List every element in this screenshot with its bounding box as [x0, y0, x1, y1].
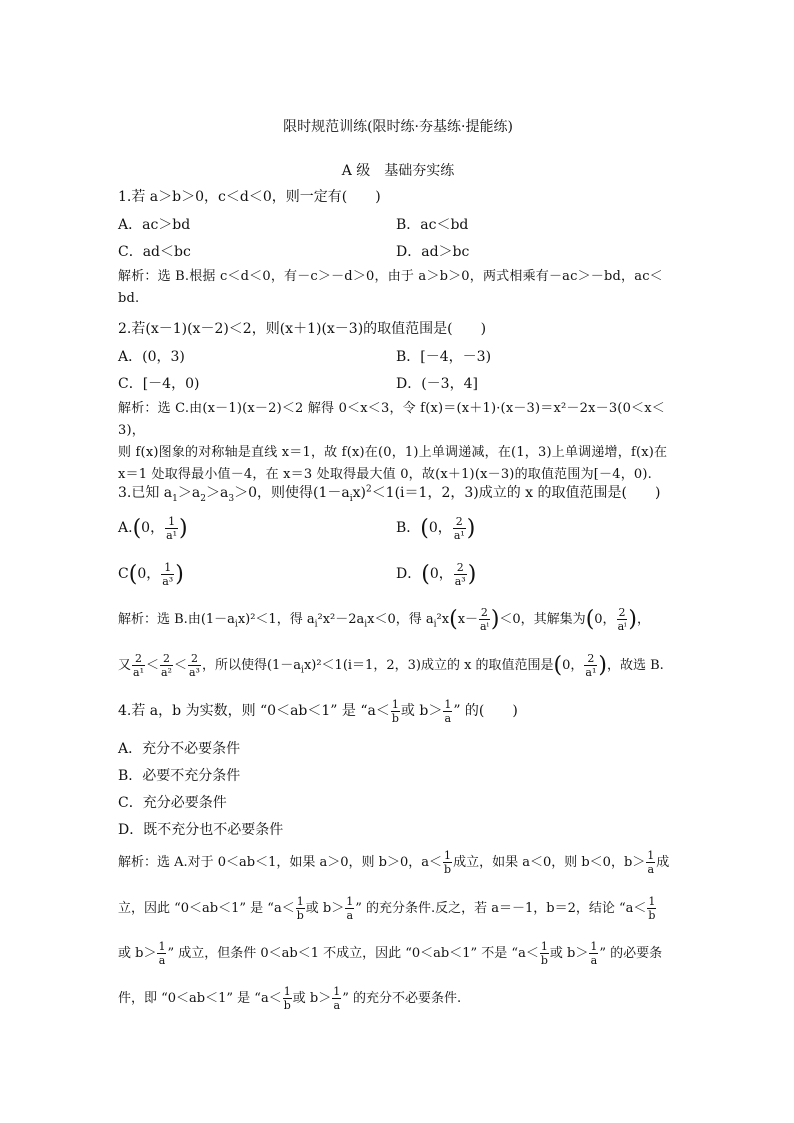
q2-stem: 2.若(x－1)(x－2)＜2，则(x＋1)(x－3)的取值范围是( )	[118, 321, 487, 337]
q1-option-b[interactable]: B．ac＜bd	[396, 217, 469, 233]
q3-option-b[interactable]: B．(0， $\frac{2}{\text{a¹}}$ )	[396, 514, 476, 542]
q2-solution-line: x＝1 处取得最小值－4，在 x＝3 处取得最大值 0，故(x＋1)(x－3)的取值范围为[－4，0).	[118, 467, 652, 482]
q2-solution-line: 解析：选 C.由(x－1)(x－2)＜2 解得 0＜x＜3，令 f(x)＝(x＋1)·(x－3)＝x²－2x－3(0＜x＜3)，	[118, 401, 665, 438]
fraction: $\frac{1}{a}$	[333, 985, 341, 1012]
q3-option-c[interactable]: C(0， $\frac{1}{\text{a³}}$ )	[118, 560, 184, 588]
q2-option-d[interactable]: D．(－3，4]	[396, 376, 478, 392]
fraction: $\frac{2}{\text{aⁱ}}$	[617, 606, 627, 633]
q2-option-a[interactable]: A．(0，3)	[118, 349, 185, 365]
q3-stem: 3.已知 $a_1>a_2>a_3>0$，则使得$(1-a_ix)^2<1(i=1$，2，3)成立的 x 的取值范围是( )	[118, 484, 661, 504]
fraction: $\frac{1}{b}$	[391, 697, 399, 725]
q4-option-c[interactable]: C．充分必要条件	[118, 795, 227, 811]
fraction: $\frac{1}{\text{a³}}$	[162, 560, 174, 588]
fraction: $\frac{1}{\text{a¹}}$	[166, 514, 178, 542]
q3-solution-line-2: 又 $\frac{2}{\text{a¹}}$ ＜ $\frac{2}{\text{a²}}$ ＜ $\frac{2}{\text{a³}}$ ，所以使得$(1-a_ix)^2<1(i=1$，2，3)成立的 x 的取值范围是(0， $\frac{2}{\text{a¹}}$ )，故选 B.	[118, 652, 664, 679]
q2-solution-line: 则 f(x)图象的对称轴是直线 x＝1，故 f(x)在(0，1)上单调递减，在(1，3)上单调递增，f(x)在	[118, 445, 668, 460]
q2-option-c[interactable]: C．[－4，0)	[118, 376, 200, 392]
fraction: $\frac{2}{\text{aⁱ}}$	[480, 606, 489, 633]
fraction: $\frac{1}{b}$	[648, 895, 656, 922]
q4-option-d[interactable]: D．既不充分也不必要条件	[118, 822, 284, 838]
fraction: $\frac{2}{\text{a³}}$	[454, 560, 466, 588]
q1-solution	[118, 266, 678, 310]
q1-stem: 1.若 a＞b＞0，c＜d＜0，则一定有( )	[118, 189, 381, 205]
q3-option-d[interactable]: D．(0， $\frac{2}{\text{a³}}$ )	[396, 560, 477, 588]
q4-stem: 4.若 a，b 为实数，则 “0＜ab＜1” 是 “a＜ $\frac{1}{b}$ 或 b＞ $\frac{1}{a}$ ” 的( )	[118, 697, 518, 725]
q4-solution-line-4: 件，即 “0＜ab＜1” 是 “a＜ $\frac{1}{b}$ 或 b＞ $\frac{1}{a}$ ” 的充分不必要条件.	[118, 985, 462, 1012]
q1-solution-line: 解析：选 B.根据 c＜d＜0，有－c＞－d＞0，由于 a＞b＞0，两式相乘有－ac＞－bd，ac＜	[118, 269, 663, 284]
fraction: $\frac{1}{a}$	[647, 849, 655, 876]
fraction: $\frac{1}{b}$	[444, 849, 452, 876]
fraction: $\frac{1}{b}$	[540, 940, 548, 967]
fraction: $\frac{1}{a}$	[158, 940, 166, 967]
q2-option-b[interactable]: B．[－4，－3)	[396, 349, 492, 365]
fraction: $\frac{1}{a}$	[346, 895, 354, 922]
q1-solution-line: bd.	[118, 291, 140, 306]
fraction: $\frac{1}{a}$	[444, 697, 452, 725]
fraction: $\frac{2}{\text{a²}}$	[161, 652, 172, 679]
fraction: $\frac{1}{b}$	[296, 895, 304, 922]
q1-option-a[interactable]: A．ac＞bd	[118, 217, 191, 233]
q4-option-b[interactable]: B．必要不充分条件	[118, 768, 241, 784]
fraction: $\frac{2}{\text{a¹}}$	[133, 652, 144, 679]
q3-option-a[interactable]: A.(0， $\frac{1}{\text{a¹}}$ )	[118, 514, 188, 542]
q1-option-c[interactable]: C．ad＜bc	[118, 244, 191, 260]
fraction: $\frac{1}{b}$	[283, 985, 291, 1012]
fraction: $\frac{1}{a}$	[590, 940, 598, 967]
fraction: $\frac{2}{\text{a¹}}$	[585, 652, 597, 679]
q2-solution	[118, 398, 678, 486]
fraction: $\frac{2}{\text{a³}}$	[188, 652, 200, 679]
q3-solution-line-1: 解析：选 B.由$(1-a_ix)^2<1$，得 $a_i^2x^2-2a_ix<0$，得 $a_i^2x(x-$ $\frac{2}{\text{aⁱ}}$ )＜0，其解集为(0， $\frac{2}{\text{aⁱ}}$ )，	[118, 606, 650, 633]
q1-option-d[interactable]: D．ad＞bc	[396, 244, 470, 260]
q4-solution-line-1: 解析：选 A.对于 0＜ab＜1，如果 a＞0，则 b＞0，a＜ $\frac{1}{b}$ 成立，如果 a＜0，则 b＜0，b＞ $\frac{1}{a}$ 成	[118, 849, 670, 876]
q4-option-a[interactable]: A．充分不必要条件	[118, 741, 241, 757]
section-heading: A 级 基础夯实练	[341, 163, 455, 179]
q4-solution-line-3: 或 b＞ $\frac{1}{a}$ ” 成立，但条件 0＜ab＜1 不成立，因此 “0＜ab＜1” 不是 “a＜ $\frac{1}{b}$ 或 b＞ $\frac{1}{a}$ ” 的必要条	[118, 940, 663, 967]
fraction: $\frac{2}{\text{a¹}}$	[453, 514, 465, 542]
page-title: 限时规范训练(限时练·夯基练·提能练)	[283, 119, 513, 135]
q4-solution-line-2: 立，因此 “0＜ab＜1” 是 “a＜ $\frac{1}{b}$ 或 b＞ $\frac{1}{a}$ ” 的充分条件.反之，若 a＝－1，b＝2，结论 “a＜ $\frac{1}{b}$	[118, 895, 656, 922]
